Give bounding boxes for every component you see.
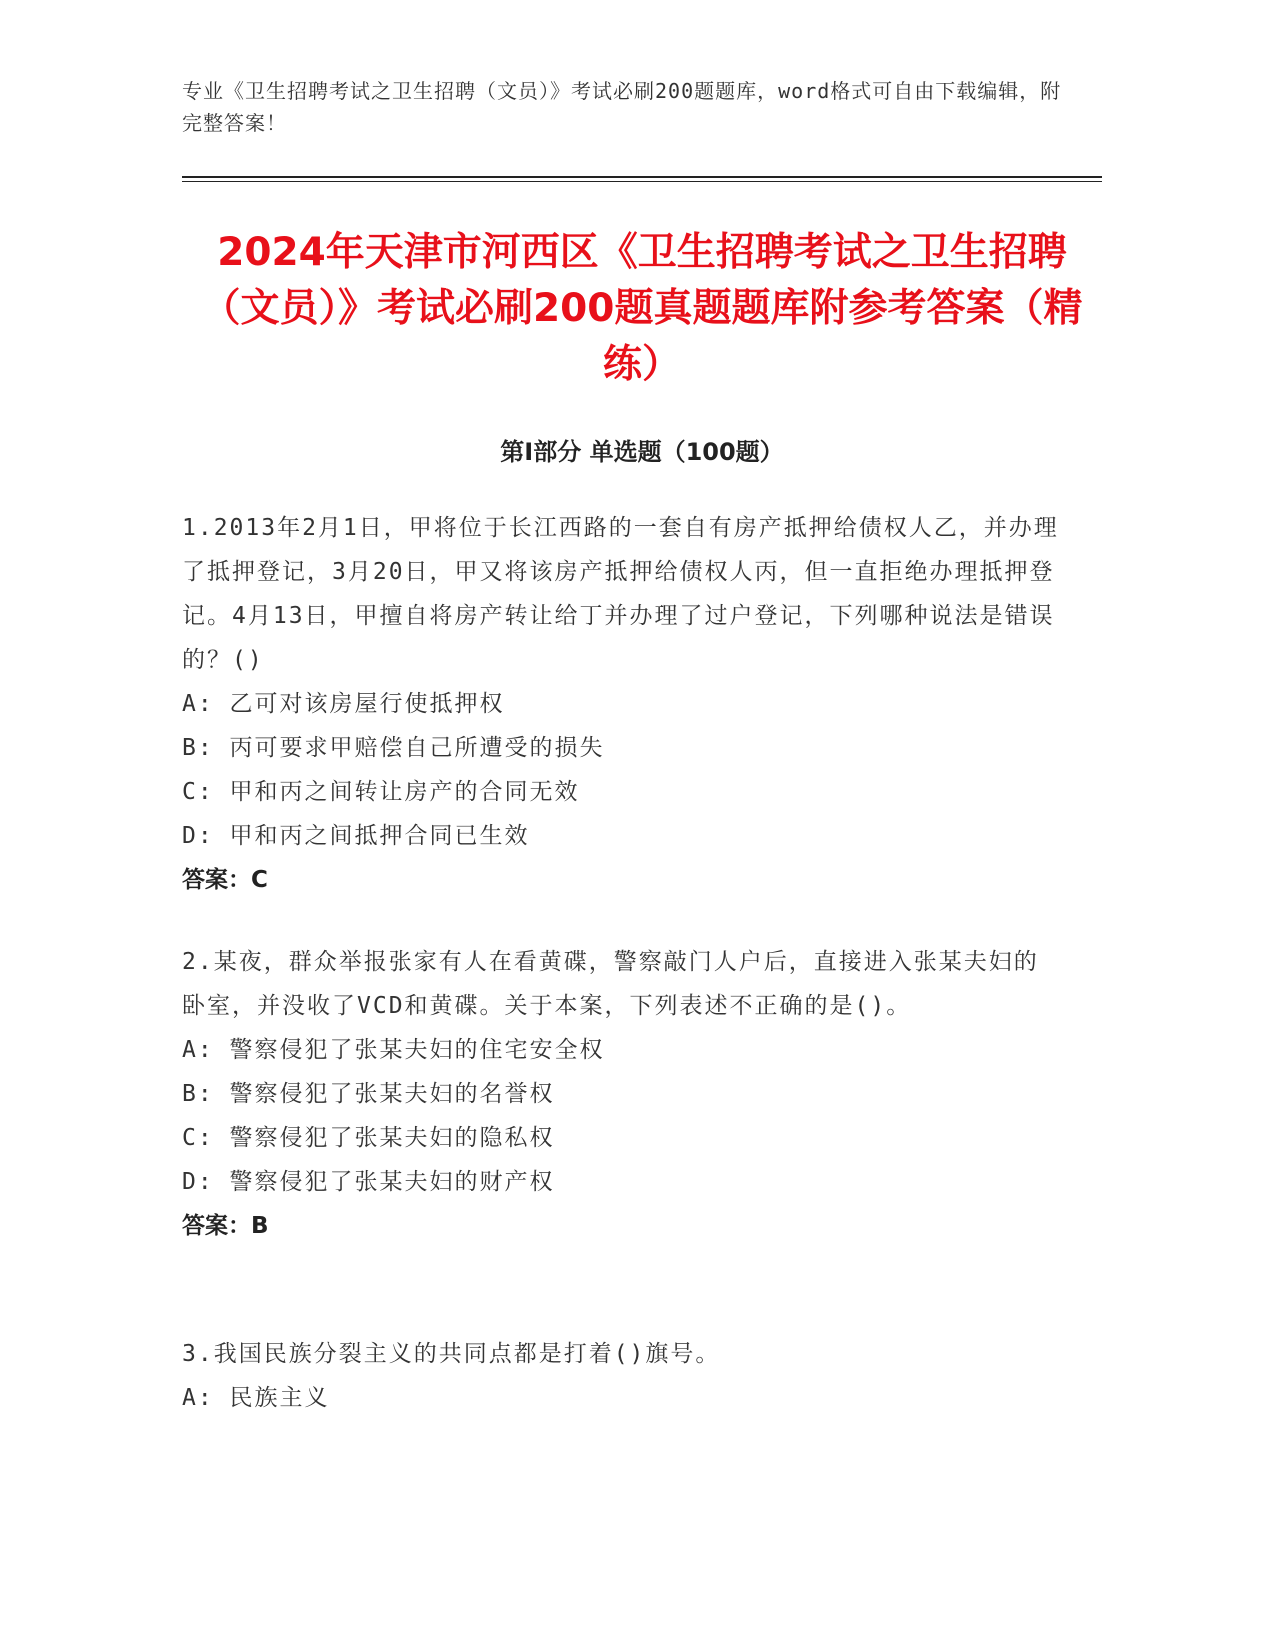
section-title: 第Ⅰ部分 单选题（100题） xyxy=(500,438,784,466)
option-a: A: 警察侵犯了张某夫妇的住宅安全权 xyxy=(182,1037,605,1063)
question-2 xyxy=(182,940,1062,1248)
option-c: C: 警察侵犯了张某夫妇的隐私权 xyxy=(182,1125,555,1151)
option-b: B: 警察侵犯了张某夫妇的名誉权 xyxy=(182,1081,555,1107)
header-divider-thick xyxy=(182,176,1102,178)
option-a: A: 民族主义 xyxy=(182,1385,330,1411)
option-b: B: 丙可要求甲赔偿自己所遭受的损失 xyxy=(182,735,605,761)
option-c: C: 甲和丙之间转让房产的合同无效 xyxy=(182,779,580,805)
option-d: D: 甲和丙之间抵押合同已生效 xyxy=(182,823,530,849)
option-d: D: 警察侵犯了张某夫妇的财产权 xyxy=(182,1169,555,1195)
question-stem: 2.某夜，群众举报张家有人在看黄碟，警察敲门人户后，直接进入张某夫妇的卧室，并没收了VCD和黄碟。关于本案，下列表述不正确的是()。 xyxy=(182,949,1039,1019)
question-stem: 1.2013年2月1日，甲将位于长江西路的一套自有房产抵押给债权人乙，并办理了抵押登记，3月20日，甲又将该房产抵押给债权人丙，但一直拒绝办理抵押登记。4月13日，甲擅自将房产转让给丁并办理了过户登记，下列哪种说法是错误的？() xyxy=(182,515,1059,673)
answer: 答案：C xyxy=(182,867,268,893)
question-1 xyxy=(182,506,1062,902)
document-title: 2024年天津市河西区《卫生招聘考试之卫生招聘（文员）》考试必刷200题真题题库附参考答案（精练） xyxy=(201,230,1083,387)
header-divider-thin xyxy=(182,181,1102,182)
question-stem: 3.我国民族分裂主义的共同点都是打着()旗号。 xyxy=(182,1341,721,1367)
question-3 xyxy=(182,1332,1062,1420)
answer: 答案：B xyxy=(182,1213,269,1239)
header-note: 专业《卫生招聘考试之卫生招聘（文员）》考试必刷200题题库，word格式可自由下载编辑，附完整答案！ xyxy=(182,79,1062,135)
option-a: A: 乙可对该房屋行使抵押权 xyxy=(182,691,505,717)
